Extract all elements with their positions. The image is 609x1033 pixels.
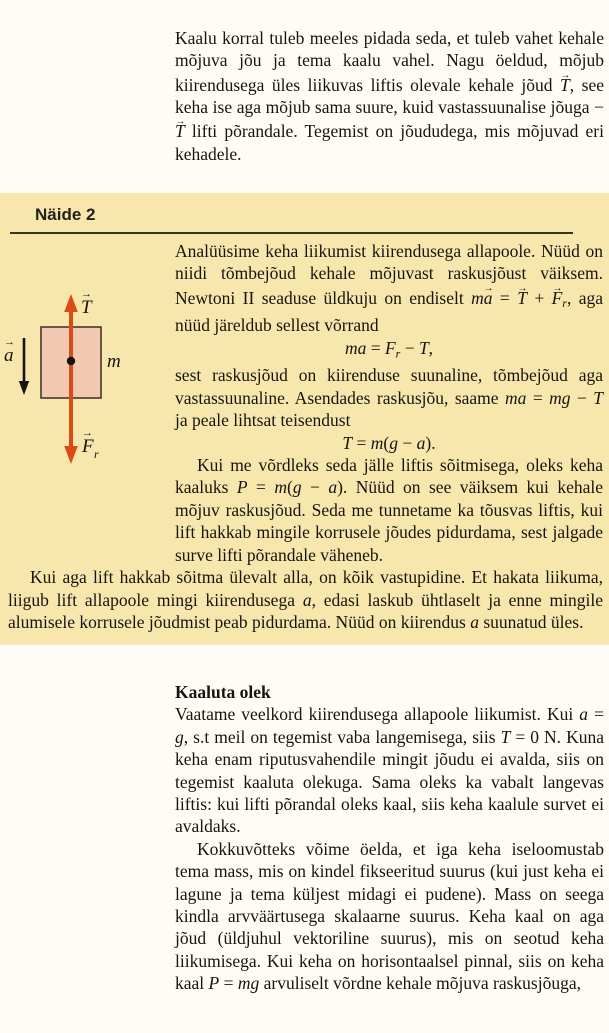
weightless-paragraph-2: Kokkuvõtteks võime öelda, et iga keha iseloomustab tema mass, mis on kindel fikseeritud suurus (kui just keha ei lagune ja tema küljest midagi ei pudene). Mass on seega kindla arvväärtusega skalaarne suurus. Keha kaal on aga jõud (üldjuhul vektoriline suurus), mis on seotud keha liikumisega. Kui keha on horisontaalsel pinnal, siis on keha kaal P = mg arvuliselt võrdne kehale mõjuva raskusjõuga, [175,838,604,994]
mass-label: m [107,351,121,372]
example-title: Näide 2 [35,205,96,224]
acceleration-vector-arrow-icon: → [4,336,15,348]
example-equation-2: T = m(g − a). [342,432,436,453]
acceleration-label: a [4,345,14,366]
intro-paragraph: Kaalu korral tuleb meeles pidada seda, et tuleb vahet kehale mõjuva jõu ja tema kaalu vahel. Nagu öeldud, mõjub kiirendusega üles liikuvas liftis olevale kehale jõud T →, see keha ise aga mõjub sama suure, kuid vastassuunalise jõuga −T → lifti põrandale. Tegemist on jõududega, mis mõjuvad eri kehadele. [175,27,604,165]
force-diagram [2,283,170,483]
tension-vector-arrow-icon: → [81,288,92,300]
section-heading: Kaaluta olek [175,682,271,702]
weightless-paragraph-1: Vaatame veelkord kiirendusega allapoole liikumist. Kui a = g, s.t meil on tegemist vaba langemisega, siis T = 0 N. Kuna keha enam riputusvahendile mingit jõudu ei avalda, siis on tegemist kaaluta olekuga. Sama oleks ka vabalt langevas liftis: kui lifti põrandal oleks kaal, siis keha kaalule survet ei avaldaks. [175,704,604,837]
gravity-label-subscript: r [94,447,99,461]
example-paragraph-2: sest raskusjõud on kiirenduse suunaline, tõmbejõud aga vastassuunaline. Asendades raskusjõu, saame ma = mg − T ja peale lihtsat teisendust [175,365,603,431]
example-box [0,193,609,645]
tension-label: T [81,297,92,318]
example-paragraph-wide: Kui aga lift hakkab sõitma ülevalt alla, on kõik vastupidine. Et hakata liikuma, liigub lift allapoole mingi kiirendusega a, edasi laskub ühtlaselt ja enne mingile alumisele korrusele jõudmist peab pidurdama. Nüüd on kiirendus a suunatud üles. [8,567,604,632]
example-text-column [175,240,603,566]
example-title-rule [10,232,573,234]
example-paragraph-1: Analüüsime keha liikumist kiirendusega allapoole. Nüüd on niidi tõmbejõud kehale mõjuvast raskusjõust väiksem. Newtoni II seaduse üldkuju on endiselt ma → = T → + F →r, aga nüüd järeldub sellest võrrand [175,240,603,337]
weightless-section [175,681,604,995]
acceleration-arrow [19,338,29,395]
gravity-label: F [82,436,94,457]
center-dot [67,357,75,365]
example-paragraph-3: Kui me võrdleks seda jälle liftis sõitmisega, oleks keha kaaluks P = m(g − a). Nüüd on see väiksem kui kehale mõjuv raskusjõud. Seda me tunnetame ka tõusvas liftis, kui lift hakkab mingile korrusele jõudes pidurdama, sest jalgade surve lifti põrandale väheneb. [175,455,603,565]
example-equation-1: ma = Fr − T, [344,337,434,361]
gravity-vector-arrow-icon: → [82,427,93,439]
